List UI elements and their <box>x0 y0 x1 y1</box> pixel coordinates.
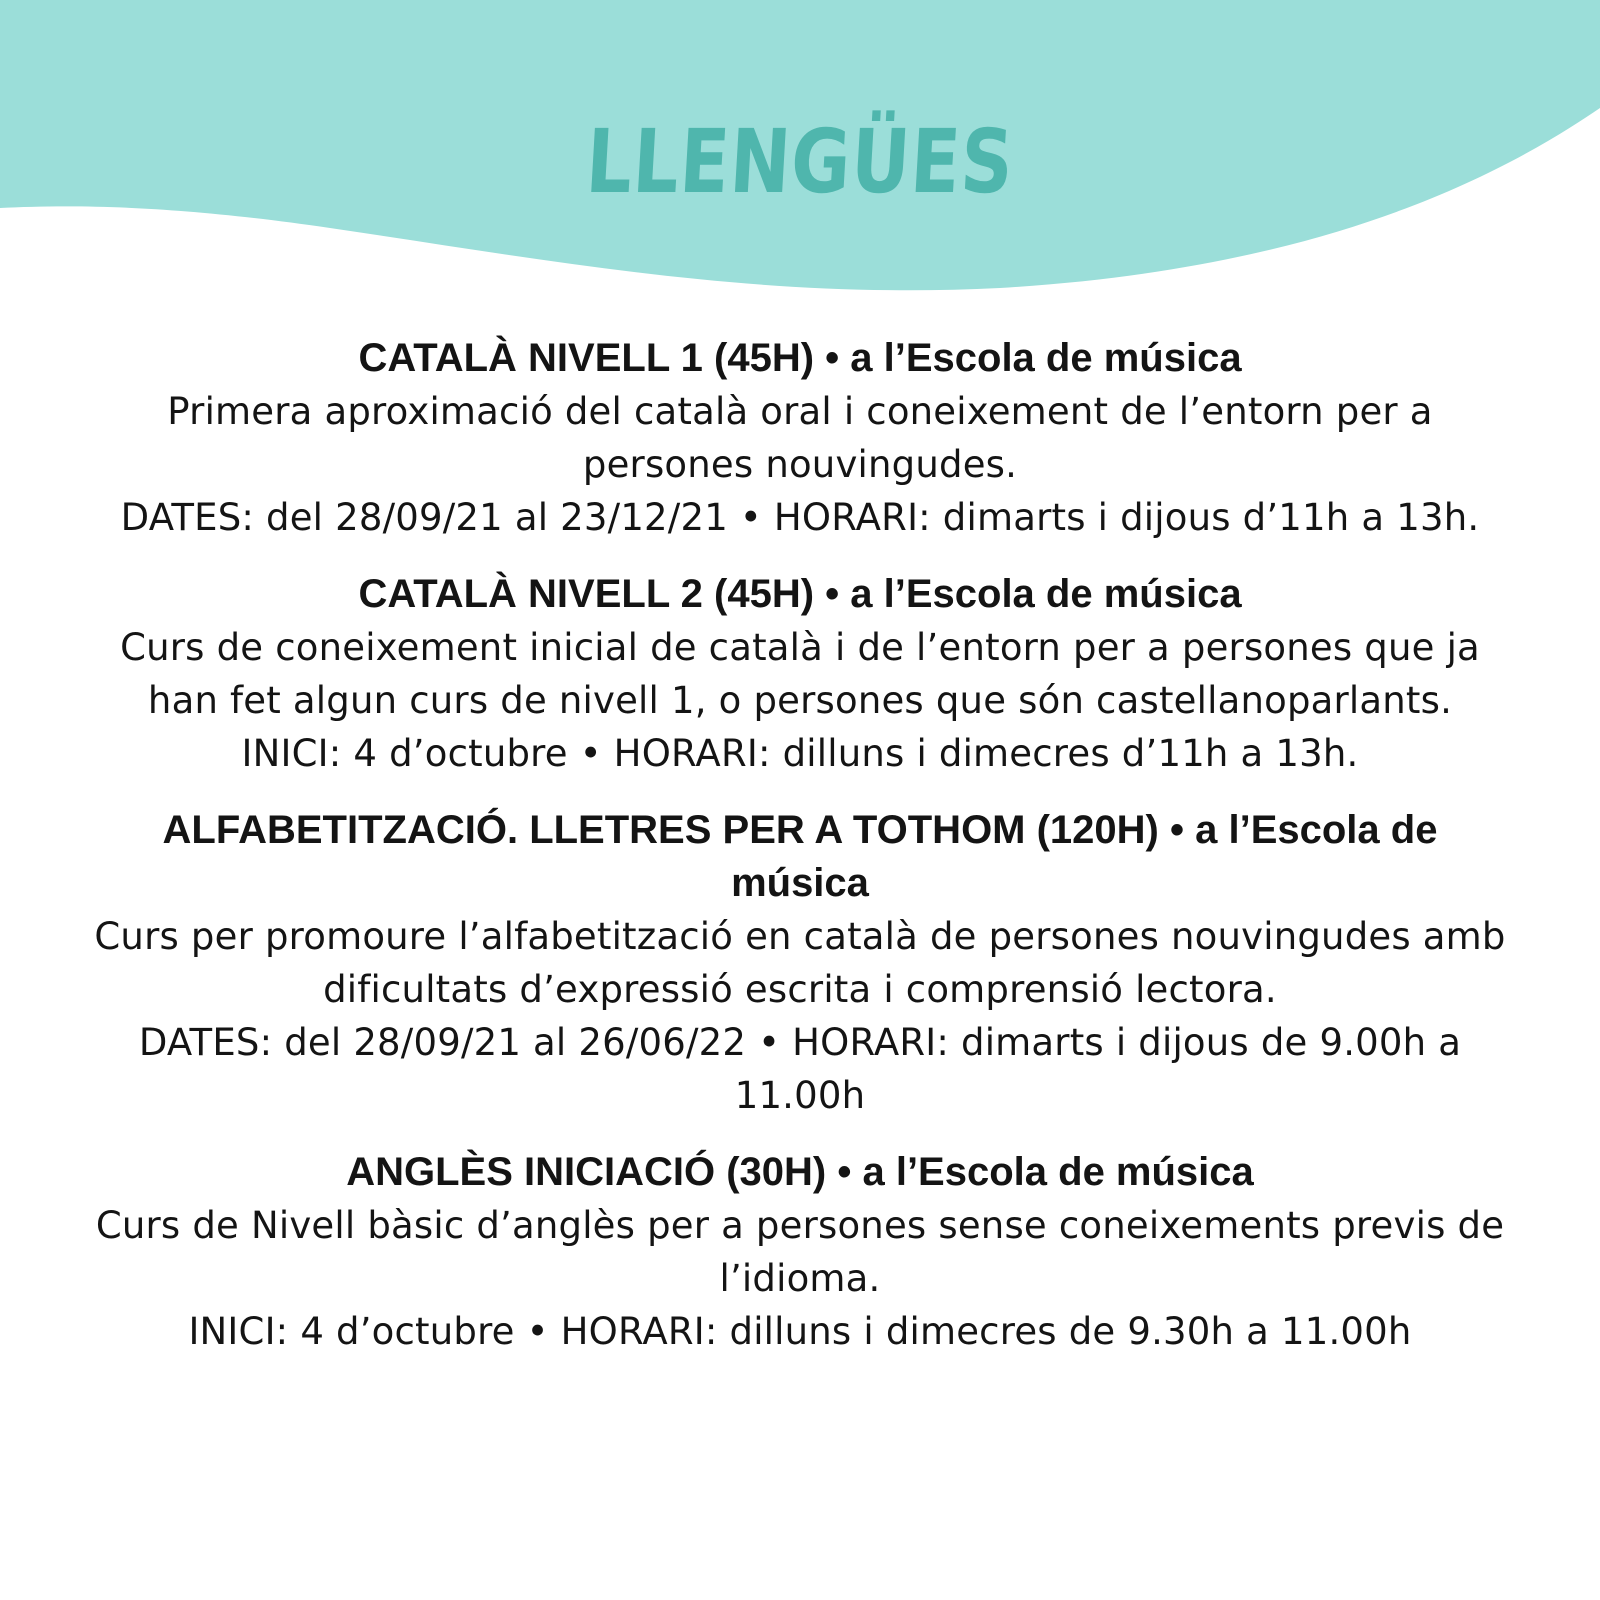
course-list <box>90 332 1510 1382</box>
course-title: CATALÀ NIVELL 1 (45H) • a l’Escola de música <box>358 336 1242 380</box>
course-schedule: DATES: del 28/09/21 al 26/06/22 • HORARI: dimarts i dijous de 9.00h a 11.00h <box>138 1021 1462 1117</box>
course-angles-iniciacio <box>90 1146 1510 1358</box>
course-title: ALFABETITZACIÓ. LLETRES PER A TOTHOM (120H) • a l’Escola de música <box>162 808 1438 905</box>
course-catala-nivell-2 <box>90 568 1510 780</box>
course-catala-nivell-1 <box>90 332 1510 544</box>
course-title: ANGLÈS INICIACIÓ (30H) • a l’Escola de música <box>346 1150 1254 1194</box>
course-description: Curs de Nivell bàsic d’anglès per a persones sense coneixements previs de l’idioma. <box>95 1204 1505 1300</box>
course-schedule: INICI: 4 d’octubre • HORARI: dilluns i dimecres de 9.30h a 11.00h <box>188 1310 1412 1353</box>
course-schedule: INICI: 4 d’octubre • HORARI: dilluns i dimecres d’11h a 13h. <box>241 732 1359 775</box>
course-alfabetitzacio <box>90 804 1510 1122</box>
course-description: Curs per promoure l’alfabetització en català de persones nouvingudes amb dificultats d’expressió escrita i comprensió lectora. <box>94 915 1506 1011</box>
course-schedule: DATES: del 28/09/21 al 23/12/21 • HORARI: dimarts i dijous d’11h a 13h. <box>120 496 1480 539</box>
course-description: Primera aproximació del català oral i coneixement de l’entorn per a persones nouvingudes. <box>167 390 1433 486</box>
course-title: CATALÀ NIVELL 2 (45H) • a l’Escola de música <box>358 572 1242 616</box>
course-description: Curs de coneixement inicial de català i de l’entorn per a persones que ja han fet algun curs de nivell 1, o persones que són castellanoparlants. <box>120 626 1480 722</box>
page-title: LLENGÜES <box>583 110 1017 213</box>
